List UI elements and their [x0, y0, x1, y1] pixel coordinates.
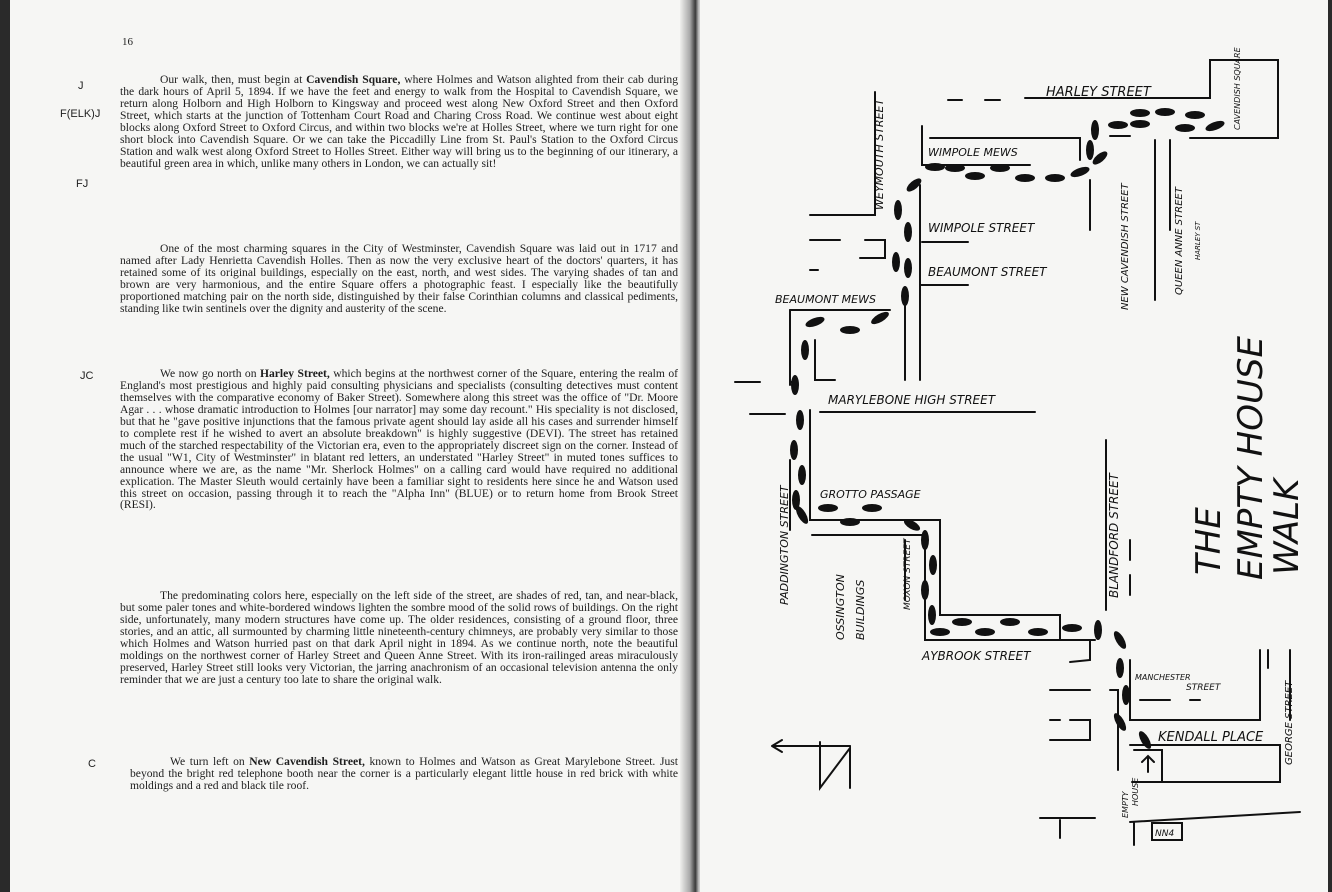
street-label-wimpole: WIMPOLE STREET — [928, 221, 1035, 235]
street-label-george: GEORGE STREET — [1284, 680, 1295, 765]
street-label-weymouth: WEYMOUTH STREET — [873, 98, 886, 210]
street-label-grotto: GROTTO PASSAGE — [820, 488, 921, 501]
street-label-cavendish-square: CAVENDISH SQUARE — [1233, 47, 1242, 130]
right-page — [700, 0, 1328, 892]
street-label-beaumont-mews: BEAUMONT MEWS — [775, 293, 876, 306]
paragraph-new-cavendish — [130, 756, 678, 792]
left-page — [10, 0, 695, 892]
label-house-number: NN4 — [1155, 829, 1175, 839]
map-title-empty-house: EMPTY HOUSE — [1231, 336, 1271, 580]
page-number: 16 — [122, 36, 133, 48]
paragraph-bold: Harley Street, — [259, 367, 330, 380]
street-label-wimpole-mews: WIMPOLE MEWS — [928, 146, 1018, 159]
street-line — [1050, 720, 1090, 740]
margin-note: JC — [80, 370, 94, 382]
street-label-beaumont: BEAUMONT STREET — [928, 265, 1047, 279]
street-line — [810, 92, 875, 215]
paragraph-text: where Holmes and Watson alighted from their cab during the dark hours of April 5, 1894. If we have the feet and energy to walk from the Hospital to Cavendish Square, we return along Holborn and High Holborn to Kingsway and proceed west along New Oxford Street and then Oxford Street, which starts at the junction of Tottenham Court Road and Charing Cross Road. We continue west about eight blocks along Oxford Street to Oxford Circus, and within two blocks we're at Holles Street, where we turn right for one short block into Cavendish Square. Or we can take the Piccadilly Line from St. Paul's Station to the Oxford Circus Station and walk west along Oxford Street to Holles Street. Either way will bring us to the beginning of our itinerary, a beautiful green area in which, unlike many others in London, we can actually sit! — [120, 73, 678, 170]
paragraph-text: The predominating colors here, especially on the left side of the street, are shades of red, tan, and near-black, but some paler tones and white-bordered windows lighten the sombre mood of the solid rows of buildings. On the right side, unfortunately, many modern structures have come up. The older residences, consisting of a ground floor, three stories, and an attic, all surmounted by charming little nineteenth-century chimneys, are probably very similar to those which Holmes and Watson hurried past on that dark April night in 1894. As we continue north, note the beautiful moldings on the northwest corner of Harley Street and Queen Anne Street. With its iron-railinged areas miraculously preserved, Harley Street still looks very Victorian, the jarring anachronism of an occasional television antenna the only reminder that we are just a century too late to share the original walk. — [120, 589, 678, 686]
label-empty-house: EMPTY — [1121, 791, 1130, 818]
street-label-manchester: MANCHESTER — [1135, 673, 1191, 682]
paragraph-colors — [120, 590, 678, 686]
paragraph-square-history — [120, 243, 678, 315]
paragraph-harley-street — [120, 368, 678, 511]
street-line — [810, 240, 885, 258]
street-line — [1040, 818, 1095, 838]
street-label-moxon: MOXON STREET — [903, 538, 913, 610]
street-label-ossington-buildings: BUILDINGS — [854, 579, 867, 640]
paragraph-text: One of the most charming squares in the City of Westminster, Cavendish Square was laid out in 1717 and named after Lady Henrietta Cavendish Holles. Then as now the very exclusive heart of the doctors' quarters, it has retained some of its original buildings, especially on the east, north, and west sides. The varying shades of tan and brown are very harmonious, and the entire Square offers a photographic feast. I especially like the beautifully proportioned matching pair on the north side, distinguished by their false Corinthian columns and classical pediments, standing like twin sentinels over the dignity and austerity of the scene. — [120, 242, 678, 315]
street-line — [1142, 756, 1154, 772]
street-line — [735, 310, 792, 385]
label-empty-house-2: HOUSE — [1131, 777, 1140, 806]
paragraph-bold: New Cavendish Street, — [249, 755, 365, 768]
street-line — [1050, 690, 1118, 770]
paragraph-text: We now go north on — [160, 367, 260, 380]
street-label-paddington: PADDINGTON STREET — [778, 485, 791, 605]
map-title-walk: WALK — [1267, 478, 1307, 575]
paragraph-text: Our walk, then, must begin at — [160, 73, 307, 86]
paragraph-text: known to Holmes and Watson as Great Marylebone Street. Just beyond the bright red telephone booth near the corner is a particularly elegant little house in red brick with white moldings and a red and black tile roof. — [130, 755, 678, 792]
margin-note: FJ — [76, 178, 89, 190]
paragraph-cavendish-square — [120, 74, 678, 170]
paragraph-text: which begins at the northwest corner of the Square, entering the realm of England's most prestigious and highly paid consulting physicians and specialists (consulting detectives must content themselves with the comparative economy of Baker Street). Somewhere along this street was the office of "Dr. Moore Agar . . . whose dramatic introduction to Holmes [our narrator] may some day recount." His speciality is not disclosed, but that he "gave positive injunctions that the famous private agent should lay aside all his cases and surrender himself to complete rest if he wished to avert an absolute breakdown" is highly suggestive (DEVI). The street has retained much of the starched respectability of the Victorian era, even to the appropriately discreet sign on the corner. Instead of the usual "W1, City of Westminster" in blatant red letters, an understated "Harley Street" in muted tones suffices to announce where we are, as the name "Mr. Sherlock Holmes" on a calling card would have required no additional explication. The Master Sleuth would certainly have been a familiar sight to residents here since he and Watson used this street on occasion, passing through it to reach the "Alpha Inn" (BLUE) or to return home from Brook Street (RESI). — [120, 367, 678, 512]
north-arrow — [772, 740, 850, 752]
street-label-harley: HARLEY STREET — [1046, 85, 1151, 100]
street-line — [750, 412, 1035, 414]
paragraph-text: We turn left on — [170, 755, 250, 768]
street-label-manchester-street: STREET — [1186, 683, 1221, 693]
book-gutter — [680, 0, 702, 892]
margin-note: F(ELK)J — [60, 108, 101, 120]
map-title-the: THE — [1189, 507, 1229, 575]
street-label-new-cavendish: NEW CAVENDISH STREET — [1120, 183, 1131, 310]
street-label-ossington: OSSINGTON — [834, 574, 847, 640]
street-label-kendall: KENDALL PLACE — [1158, 730, 1264, 745]
street-label-aybrook: AYBROOK STREET — [922, 649, 1031, 663]
street-line — [1155, 140, 1170, 300]
paragraph-bold: Cavendish Square, — [306, 73, 401, 86]
margin-note: C — [88, 758, 96, 770]
margin-note: J — [78, 80, 84, 92]
street-label-blandford: BLANDFORD STREET — [1107, 473, 1121, 598]
street-label-marylebone-high: MARYLEBONE HIGH STREET — [828, 393, 996, 407]
street-label-queen-anne: QUEEN ANNE STREET — [1174, 187, 1185, 295]
street-line — [1070, 640, 1090, 662]
street-label-harley-small: HARLEY ST — [1194, 221, 1202, 260]
walk-map — [700, 0, 1328, 892]
north-arrow — [820, 742, 850, 788]
street-line — [815, 340, 835, 380]
